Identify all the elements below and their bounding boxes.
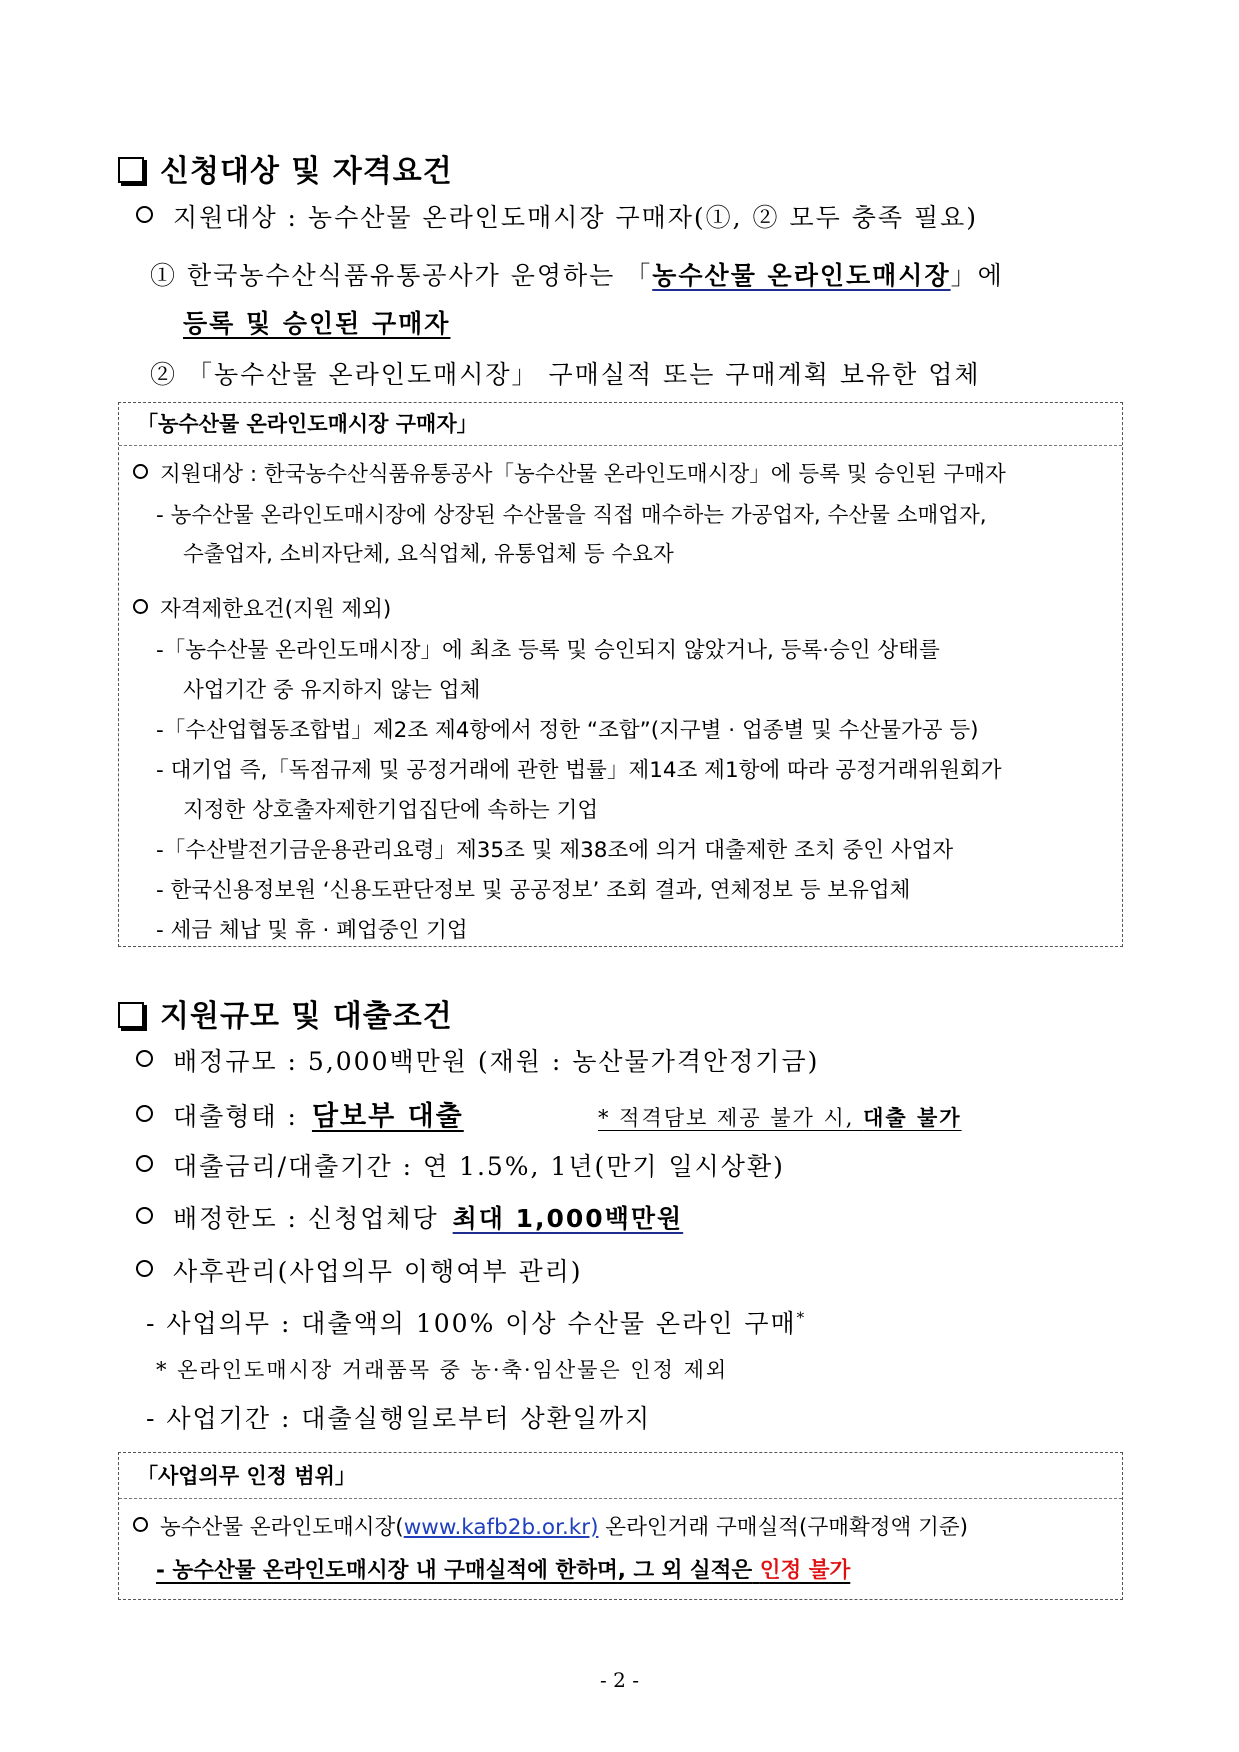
restrict-item: -「농수산물 온라인도매시장」에 최초 등록 및 승인되지 않았거나, 등록·승인 상태를 [156, 638, 940, 663]
checkbox-square-icon [118, 1002, 144, 1028]
loan-type: 대출형태 : 담보부 대출 [136, 1094, 464, 1133]
circle-bullet-icon [133, 464, 148, 479]
business-duty: - 사업의무 : 대출액의 100% 이상 수산물 온라인 구매* [146, 1308, 807, 1338]
restrict-item: -「수산업협동조합법」제2조 제4항에서 정한 “조합”(지구별 · 업종별 및 수산물가공 등) [156, 718, 979, 743]
box1-restrict: 자격제한요건(지원 제외) [133, 592, 391, 623]
circle-bullet-icon [136, 1155, 153, 1172]
restrict-item: - 세금 체납 및 휴 · 폐업중인 기업 [156, 918, 468, 943]
post-management: 사후관리(사업의무 이행여부 관리) [136, 1252, 583, 1288]
box-header: 「농수산물 온라인도매시장 구매자」 [119, 403, 1122, 446]
box1-target: 지원대상 : 한국농수산식품유통공사「농수산물 온라인도매시장」에 등록 및 승인된 구매자 [133, 457, 1006, 488]
interest-rate: 대출금리/대출기간 : 연 1.5%, 1년(만기 일시상환) [136, 1147, 785, 1183]
circle-bullet-icon [136, 1260, 153, 1277]
checkbox-square-icon [118, 157, 144, 183]
support-target-item: 지원대상 : 농수산물 온라인도매시장 구매자(①, ② 모두 충족 필요) [136, 198, 978, 234]
box-header: 「사업의무 인정 범위」 [119, 1453, 1122, 1499]
section-title-eligibility: 신청대상 및 자격요건 [118, 146, 453, 190]
condition-2: ② 「농수산물 온라인도매시장」 구매실적 또는 구매계획 보유한 업체 [150, 360, 981, 389]
restrict-item-cont: 지정한 상호출자제한기업집단에 속하는 기업 [183, 798, 599, 823]
circle-bullet-icon [136, 206, 153, 223]
circle-bullet-icon [136, 1050, 153, 1067]
condition-1: ① 한국농수산식품유통공사가 운영하는 「농수산물 온라인도매시장」에 [150, 261, 1004, 290]
restrict-item: -「수산발전기금운용관리요령」제35조 및 제38조에 의거 대출제한 조치 중인 사업자 [156, 838, 954, 863]
allocation-scale: 배정규모 : 5,000백만원 (재원 : 농산물가격안정기금) [136, 1042, 819, 1078]
box1-target-detail-cont: 수출업자, 소비자단체, 요식업체, 유통업체 등 수요자 [183, 542, 674, 567]
page-number: - 2 - [600, 1668, 639, 1692]
restrict-item-cont: 사업기간 중 유지하지 않는 업체 [183, 678, 481, 703]
circle-bullet-icon [136, 1207, 153, 1224]
section-title-loan: 지원규모 및 대출조건 [118, 991, 453, 1035]
box2-line1: 농수산물 온라인도매시장(www.kafb2b.or.kr) 온라인거래 구매실적(구매확정액 기준) [133, 1510, 968, 1541]
restrict-item: - 한국신용정보원 ‘신용도판단정보 및 공공정보’ 조회 결과, 연체정보 등 보유업체 [156, 878, 911, 903]
condition-1-line2: 등록 및 승인된 구매자 [183, 309, 451, 338]
allocation-limit: 배정한도 : 신청업체당 최대 1,000백만원 [136, 1199, 683, 1235]
business-period: - 사업기간 : 대출실행일로부터 상환일까지 [146, 1404, 652, 1433]
box2-line2: - 농수산물 온라인도매시장 내 구매실적에 한하며, 그 외 실적은 인정 불가 [156, 1558, 851, 1583]
business-duty-note: * 온라인도매시장 거래품목 중 농·축·임산물은 인정 제외 [156, 1358, 729, 1382]
circle-bullet-icon [136, 1105, 153, 1122]
loan-type-note: * 적격담보 제공 불가 시, 대출 불가 [598, 1106, 962, 1130]
circle-bullet-icon [133, 599, 148, 614]
circle-bullet-icon [133, 1517, 148, 1532]
kafb2b-link[interactable]: www.kafb2b.or.kr) [403, 1515, 599, 1540]
restrict-item: - 대기업 즉,「독점규제 및 공정거래에 관한 법률」제14조 제1항에 따라 공정거래위원회가 [156, 758, 1002, 783]
box1-target-detail: - 농수산물 온라인도매시장에 상장된 수산물을 직접 매수하는 가공업자, 수산물 소매업자, [156, 503, 987, 528]
